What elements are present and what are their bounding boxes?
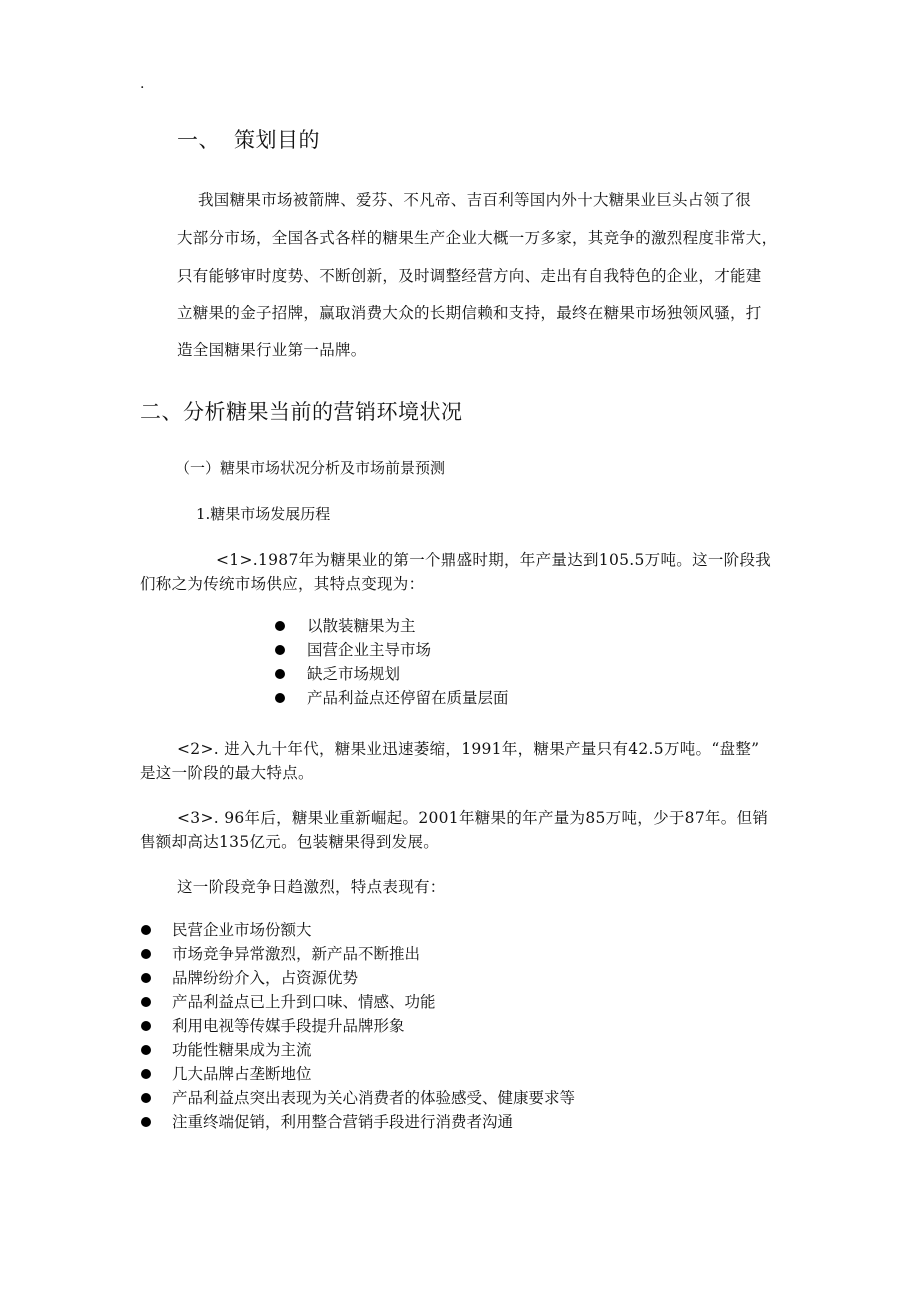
subsection-heading: （一）糖果市场状况分析及市场前景预测: [175, 459, 446, 477]
bullet-icon: [141, 1093, 151, 1103]
page-marker: .: [140, 76, 145, 92]
stage1-paragraph-line: 们称之为传统市场供应，其特点变现为：: [140, 575, 425, 593]
list-item: 以散装糖果为主: [270, 614, 509, 638]
stage3-features-list: [137, 918, 575, 1134]
section1-paragraph-line: 只有能够审时度势、不断创新，及时调整经营方向、走出有自我特色的企业，才能建: [177, 267, 762, 285]
stage1-paragraph-line: <1>.1987年为糖果业的第一个鼎盛时期，年产量达到105.5万吨。这一阶段我: [216, 551, 772, 569]
bullet-icon: [275, 621, 285, 631]
list-item: 市场竞争异常激烈，新产品不断推出: [137, 942, 575, 966]
bullet-icon: [275, 693, 285, 703]
bullet-icon: [275, 669, 285, 679]
section1-paragraph-line: 立糖果的金子招牌，赢取消费大众的长期信赖和支持，最终在糖果市场独领风骚，打: [177, 304, 762, 322]
stage2-paragraph-line: <2>. 进入九十年代，糖果业迅速萎缩，1991年，糖果产量只有42.5万吨。“盘整”: [177, 740, 760, 758]
list-item: 产品利益点还停留在质量层面: [270, 686, 509, 710]
list-item: 功能性糖果成为主流: [137, 1038, 575, 1062]
section1-paragraph-line: 我国糖果市场被箭牌、爱芬、不凡帝、吉百利等国内外十大糖果业巨头占领了很: [198, 191, 752, 209]
bullet-icon: [141, 1045, 151, 1055]
bullet-icon: [141, 925, 151, 935]
list-item: 产品利益点已上升到口味、情感、功能: [137, 990, 575, 1014]
bullet-icon: [141, 1021, 151, 1031]
section1-paragraph-line: 大部分市场，全国各式各样的糖果生产企业大概一万多家，其竞争的激烈程度非常大，: [177, 229, 778, 247]
section1-number: 一、: [177, 128, 220, 152]
stage2-paragraph-line: 是这一阶段的最大特点。: [140, 764, 314, 782]
bullet-icon: [141, 973, 151, 983]
stage-intro-line: 这一阶段竞争日趋激烈，特点表现有：: [177, 878, 446, 896]
subsubsection-heading: 1.糖果市场发展历程: [196, 505, 331, 523]
bullet-icon: [275, 645, 285, 655]
list-item: 民营企业市场份额大: [137, 918, 575, 942]
list-item: 注重终端促销，利用整合营销手段进行消费者沟通: [137, 1110, 575, 1134]
bullet-icon: [141, 1117, 151, 1127]
bullet-icon: [141, 949, 151, 959]
list-item: 利用电视等传媒手段提升品牌形象: [137, 1014, 575, 1038]
list-item: 产品利益点突出表现为关心消费者的体验感受、健康要求等: [137, 1086, 575, 1110]
bullet-icon: [141, 1069, 151, 1079]
bullet-icon: [141, 997, 151, 1007]
section1-heading: 策划目的: [234, 128, 320, 152]
list-item: 品牌纷纷介入，占资源优势: [137, 966, 575, 990]
list-item: 缺乏市场规划: [270, 662, 509, 686]
stage3-paragraph-line: <3>. 96年后，糖果业重新崛起。2001年糖果的年产量为85万吨，少于87年。但销: [177, 809, 769, 827]
list-item: 几大品牌占垄断地位: [137, 1062, 575, 1086]
section1-paragraph-line: 造全国糖果行业第一品牌。: [177, 341, 367, 359]
list-item: 国营企业主导市场: [270, 638, 509, 662]
section2-heading: 二、分析糖果当前的营销环境状况: [140, 400, 463, 424]
stage3-paragraph-line: 售额却高达135亿元。包装糖果得到发展。: [140, 833, 440, 851]
stage1-features-list: [270, 614, 509, 710]
